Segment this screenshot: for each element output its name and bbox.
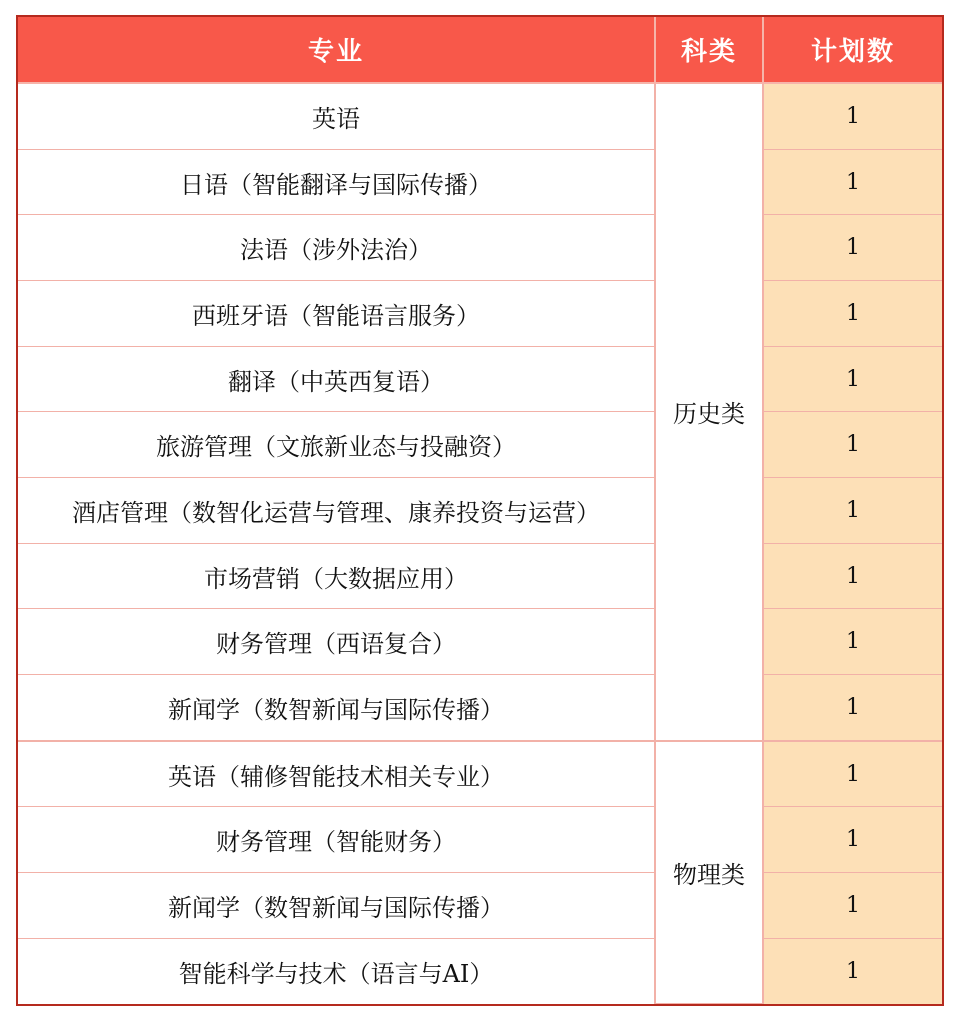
plan-cell: 1 xyxy=(763,741,942,807)
plan-cell: 1 xyxy=(763,873,942,939)
table-header xyxy=(18,17,942,83)
table-row xyxy=(18,609,942,675)
header-row xyxy=(18,17,942,83)
major-cell: 智能科学与技术（语言与AI） xyxy=(18,938,655,1003)
table-row xyxy=(18,873,942,939)
major-cell: 财务管理（智能财务） xyxy=(18,807,655,873)
category-cell-physics: 物理类 xyxy=(655,741,763,1004)
header-plan: 计划数 xyxy=(763,17,942,83)
plan-cell: 1 xyxy=(763,346,942,412)
major-cell: 日语（智能翻译与国际传播） xyxy=(18,149,655,215)
major-cell: 法语（涉外法治） xyxy=(18,215,655,281)
header-major: 专业 xyxy=(18,17,655,83)
major-cell: 新闻学（数智新闻与国际传播） xyxy=(18,873,655,939)
major-cell: 财务管理（西语复合） xyxy=(18,609,655,675)
major-cell: 西班牙语（智能语言服务） xyxy=(18,281,655,347)
major-cell: 旅游管理（文旅新业态与投融资） xyxy=(18,412,655,478)
major-cell: 翻译（中英西复语） xyxy=(18,346,655,412)
table-body xyxy=(18,83,942,1004)
plan-cell: 1 xyxy=(763,938,942,1003)
plan-cell: 1 xyxy=(763,215,942,281)
major-cell: 新闻学（数智新闻与国际传播） xyxy=(18,675,655,741)
table-row xyxy=(18,346,942,412)
table-row xyxy=(18,412,942,478)
plan-cell: 1 xyxy=(763,675,942,741)
major-cell: 市场营销（大数据应用） xyxy=(18,543,655,609)
plan-cell: 1 xyxy=(763,83,942,149)
table-row xyxy=(18,215,942,281)
plan-cell: 1 xyxy=(763,543,942,609)
category-cell-history: 历史类 xyxy=(655,83,763,741)
plan-cell: 1 xyxy=(763,281,942,347)
table-row xyxy=(18,543,942,609)
enrollment-plan-table-container xyxy=(16,15,944,1006)
table-row xyxy=(18,149,942,215)
plan-cell: 1 xyxy=(763,412,942,478)
plan-cell: 1 xyxy=(763,807,942,873)
header-category: 科类 xyxy=(655,17,763,83)
table-row xyxy=(18,675,942,741)
table-row xyxy=(18,478,942,544)
table-row xyxy=(18,807,942,873)
table-row xyxy=(18,741,942,807)
plan-cell: 1 xyxy=(763,149,942,215)
plan-cell: 1 xyxy=(763,609,942,675)
major-cell: 英语（辅修智能技术相关专业） xyxy=(18,741,655,807)
plan-cell: 1 xyxy=(763,478,942,544)
enrollment-plan-table xyxy=(18,17,942,1004)
table-row xyxy=(18,281,942,347)
major-cell: 英语 xyxy=(18,83,655,149)
major-cell: 酒店管理（数智化运营与管理、康养投资与运营） xyxy=(18,478,655,544)
table-row xyxy=(18,83,942,149)
table-row xyxy=(18,938,942,1003)
